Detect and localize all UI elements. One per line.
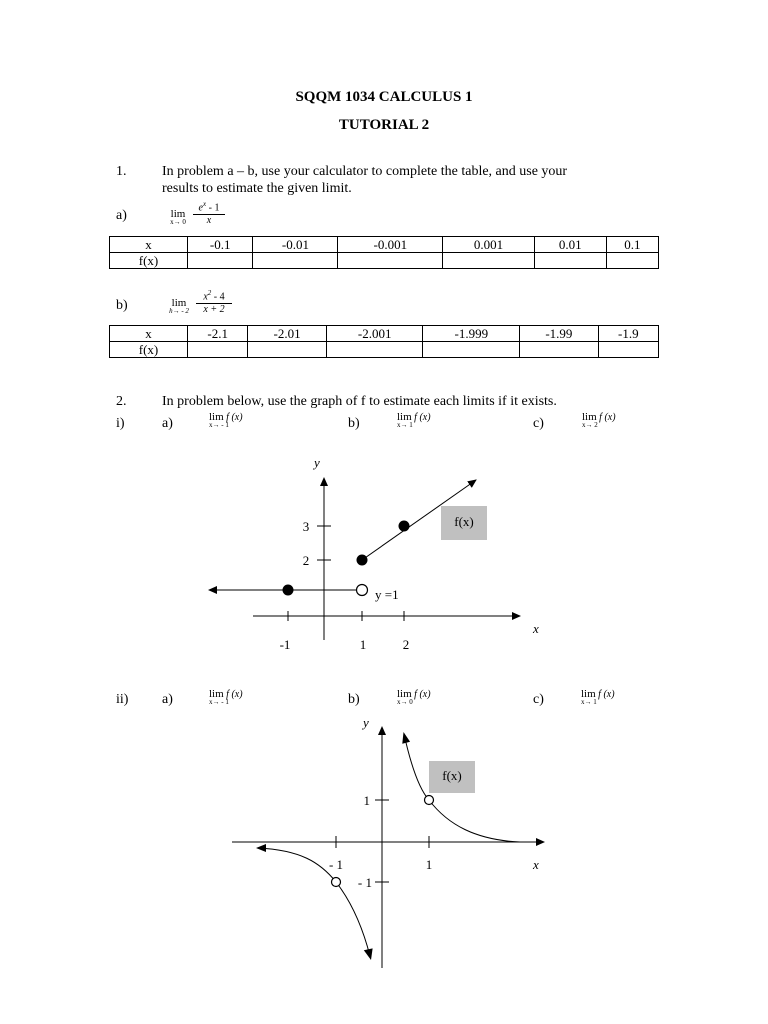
table-a-fx-cell[interactable]	[188, 253, 253, 269]
part-ii-label: ii)	[116, 692, 129, 707]
graph-i-y-tick-label: 2	[302, 553, 310, 568]
table-a-fx-header: f(x)	[110, 253, 188, 269]
part-i-b-limit: lim f (x) x→ 1	[397, 411, 431, 429]
table-a-fx-cell[interactable]	[253, 253, 338, 269]
part-i-c-label: c)	[533, 416, 544, 431]
table-a-x-cell: 0.1	[606, 237, 658, 253]
graph-ii-x-axis-label: x	[533, 857, 539, 872]
table-a	[109, 236, 659, 269]
part-b-label: b)	[116, 298, 128, 313]
table-b-fx-cell[interactable]	[423, 342, 520, 358]
table-a-x-row	[110, 237, 659, 253]
graph-ii-left-branch	[258, 848, 370, 956]
graph-i-x-tick-label: 1	[359, 637, 367, 652]
table-a-fx-cell[interactable]	[338, 253, 443, 269]
table-b-fx-cell[interactable]	[188, 342, 248, 358]
table-b-x-cell: -1.999	[423, 326, 520, 342]
part-i-label: i)	[116, 416, 125, 431]
limit-b-numerator: $x^2 - 4$	[196, 289, 232, 304]
limit-b-denominator: x + 2	[203, 304, 225, 316]
table-b-x-cell: -1.99	[520, 326, 599, 342]
table-a-fx-cell[interactable]	[534, 253, 606, 269]
table-b-x-cell: -1.9	[598, 326, 658, 342]
limit-b-lim: lim	[171, 297, 187, 309]
limit-a-subscript: x→ 0	[170, 218, 186, 226]
table-b-fx-cell[interactable]	[326, 342, 423, 358]
question-1-instruction-line2: results to estimate the given limit.	[162, 181, 352, 196]
part-ii-b-label: b)	[348, 692, 360, 707]
question-2-instruction: In problem below, use the graph of f to estimate each limits if it exists.	[162, 394, 557, 409]
part-ii-c-label: c)	[533, 692, 544, 707]
document-subtitle: TUTORIAL 2	[338, 117, 430, 133]
graph-i-legend-label: f(x)	[454, 514, 474, 529]
graph-i-y-tick-label: 3	[302, 519, 310, 534]
table-b-x-header: x	[110, 326, 188, 342]
limit-a-operator	[164, 208, 192, 226]
limit-a-denominator: x	[206, 215, 212, 227]
table-a-fx-row	[110, 253, 659, 269]
table-a-x-cell: -0.1	[188, 237, 253, 253]
table-a-x-cell: -0.001	[338, 237, 443, 253]
part-i-b-label: b)	[348, 416, 360, 431]
table-b-x-cell: -2.1	[188, 326, 248, 342]
limit-a-lim: lim	[170, 208, 186, 220]
table-b-x-cell: -2.01	[248, 326, 327, 342]
table-b-fx-cell[interactable]	[598, 342, 658, 358]
graph-ii-x-tick-label: - 1	[328, 857, 344, 872]
graph-ii-y-axis-label: y	[363, 715, 369, 730]
table-a-x-cell: -0.01	[253, 237, 338, 253]
table-a-x-cell: 0.001	[443, 237, 535, 253]
graph-ii-right-branch-arrow	[400, 731, 410, 744]
part-ii-a-limit: lim f (x) x→ - 1	[209, 688, 243, 706]
limit-b-operator	[162, 297, 196, 315]
graph-i-x-axis-label: x	[533, 621, 539, 636]
table-b-fx-header: f(x)	[110, 342, 188, 358]
graph-i	[0, 440, 768, 660]
part-ii-c-limit: lim f (x) x→ 1	[581, 688, 615, 706]
document-title: SQQM 1034 CALCULUS 1	[295, 89, 473, 105]
graph-i-x-tick-label: 2	[402, 637, 410, 652]
limit-a-numerator: $e^x - 1$	[193, 200, 225, 215]
graph-i-open-point	[357, 585, 368, 596]
graph-i-closed-point	[399, 521, 410, 532]
graph-ii-open-point	[332, 878, 341, 887]
graph-ii-y-tick-label: - 1	[357, 875, 372, 890]
question-1-number: 1.	[116, 164, 127, 179]
table-a-fx-cell[interactable]	[443, 253, 535, 269]
table-b-fx-cell[interactable]	[248, 342, 327, 358]
part-i-c-limit: lim f (x) x→ 2	[582, 411, 616, 429]
graph-i-closed-point	[357, 555, 368, 566]
table-a-x-header: x	[110, 237, 188, 253]
part-a-label: a)	[116, 208, 127, 223]
table-b	[109, 325, 659, 358]
graph-i-closed-point	[283, 585, 294, 596]
graph-ii-y-tick-label: 1	[363, 793, 370, 808]
table-a-fx-cell[interactable]	[606, 253, 658, 269]
part-ii-a-label: a)	[162, 692, 173, 707]
graph-ii-x-tick-label: 1	[425, 857, 433, 872]
table-b-fx-row	[110, 342, 659, 358]
graph-ii	[0, 710, 768, 980]
graph-ii-legend-label: f(x)	[442, 768, 462, 783]
part-i-a-label: a)	[162, 416, 173, 431]
part-i-a-limit: lim f (x) x→ - 1	[209, 411, 243, 429]
graph-i-line-label: y =1	[375, 587, 399, 602]
table-b-x-cell: -2.001	[326, 326, 423, 342]
table-b-fx-cell[interactable]	[520, 342, 599, 358]
limit-b-subscript: h→ - 2	[169, 307, 189, 315]
question-1-instruction-line1: In problem a – b, use your calculator to complete the table, and use your	[162, 164, 568, 179]
graph-ii-left-branch-arrow-down	[364, 948, 375, 961]
graph-i-x-tick-label: -1	[279, 637, 291, 652]
graph-ii-left-branch-arrow-left	[256, 844, 266, 852]
table-b-x-row	[110, 326, 659, 342]
graph-ii-open-point	[425, 796, 434, 805]
question-2-number: 2.	[116, 394, 127, 409]
limit-b-fraction	[196, 289, 232, 315]
graph-i-y-axis-label: y	[314, 455, 320, 470]
table-a-x-cell: 0.01	[534, 237, 606, 253]
limit-a-fraction	[193, 200, 225, 226]
part-ii-b-limit: lim f (x) x→ 0	[397, 688, 431, 706]
